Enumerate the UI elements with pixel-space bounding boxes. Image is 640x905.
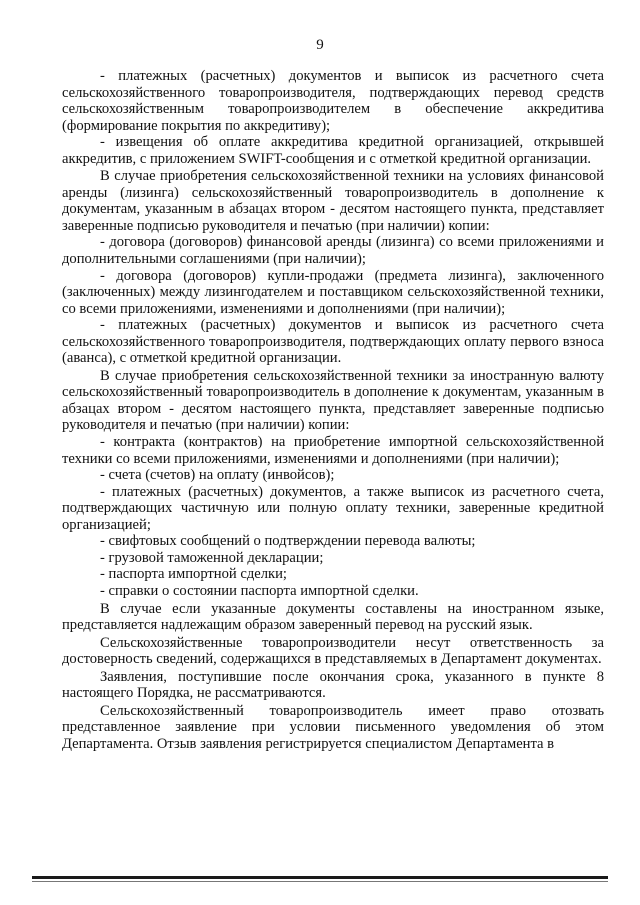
- paragraph: - платежных (расчетных) документов и выписок из расчетного счета сельскохозяйственного товаропроизводителя, подтверждающих перевод средств сельскохозяйственным товаропроизводителем в обеспечение аккредитива (формирование покрытия по аккредитиву);: [62, 68, 604, 134]
- paragraph: Заявления, поступившие после окончания срока, указанного в пункте 8 настоящего Порядка, не рассматриваются.: [62, 668, 604, 702]
- paragraph: Сельскохозяйственные товаропроизводители несут ответственность за достоверность сведений, содержащихся в представляемых в Департамент документах.: [62, 634, 604, 668]
- document-body: [62, 68, 604, 752]
- page-number: 9: [316, 37, 324, 53]
- paragraph: Сельскохозяйственный товаропроизводитель имеет право отозвать представленное заявление при условии письменного уведомления об этом Департамента. Отзыв заявления регистрируется специалистом Департамента в: [62, 702, 604, 752]
- list-item: - счета (счетов) на оплату (инвойсов);: [100, 467, 335, 484]
- list-item: - свифтовых сообщений о подтверждении перевода валюты;: [100, 533, 476, 550]
- list-item: - справки о состоянии паспорта импортной сделки.: [100, 582, 419, 599]
- list-item: - платежных (расчетных) документов и выписок из расчетного счета сельскохозяйственного товаропроизводителя, подтверждающих оплату первого взноса (аванса), с отметкой кредитной организации.: [62, 317, 604, 367]
- list-item: - платежных (расчетных) документов, а также выписок из расчетного счета, подтверждающих частичную или полную оплату техники, заверенные кредитной организацией;: [62, 483, 604, 533]
- list-item: - договора (договоров) купли-продажи (предмета лизинга), заключенного (заключенных) между лизингодателем и поставщиком сельскохозяйственной техники, со всеми приложениями, изменениями и дополнениями (при наличии);: [62, 267, 604, 317]
- list-item: - грузовой таможенной декларации;: [100, 549, 324, 566]
- paragraph: - извещения об оплате аккредитива кредитной организацией, открывшей аккредитив, с приложением SWIFT-сообщения и с отметкой кредитной организации.: [62, 134, 604, 167]
- list-item: - паспорта импортной сделки;: [100, 566, 287, 583]
- paragraph: В случае приобретения сельскохозяйственной техники на условиях финансовой аренды (лизинга) сельскохозяйственный товаропроизводитель в дополнение к документам, указанным в абзацах втором - десятом настоящего пункта, представляет заверенные подписью руководителя и печатью (при наличии) копии:: [62, 168, 604, 234]
- footer-divider: [32, 876, 608, 879]
- paragraph: В случае если указанные документы составлены на иностранном языке, представляется надлежащим образом заверенный перевод на русский язык.: [62, 600, 604, 634]
- list-item: - контракта (контрактов) на приобретение импортной сельскохозяйственной техники со всеми приложениями, изменениями и дополнениями (при наличии);: [62, 434, 604, 467]
- list-item: - договора (договоров) финансовой аренды (лизинга) со всеми приложениями и дополнительными соглашениями (при наличии);: [62, 234, 604, 268]
- paragraph: В случае приобретения сельскохозяйственной техники за иностранную валюту сельскохозяйственный товаропроизводитель в дополнение к документам, указанным в абзацах втором - десятом настоящего пункта, представляет заверенные подписью руководителя и печатью (при наличии) копии:: [62, 367, 604, 434]
- footer-divider-thin: [32, 881, 608, 882]
